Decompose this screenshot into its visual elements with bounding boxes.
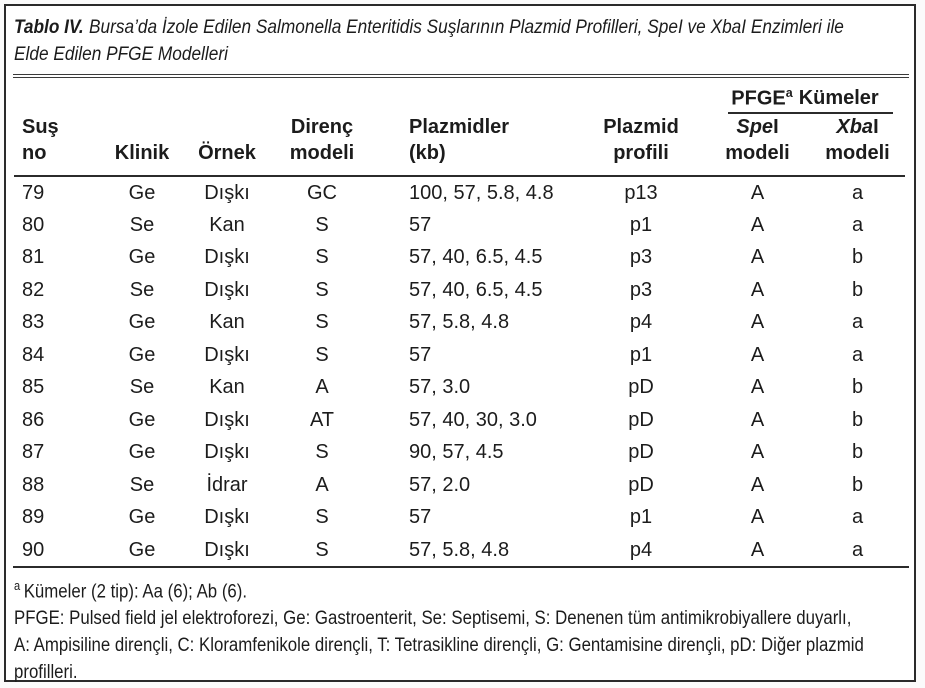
- xbai-roman: I: [873, 116, 879, 139]
- cell-plazmidler-kb: 57, 3.0: [409, 376, 471, 399]
- cell-xbai-modeli: a: [851, 506, 864, 529]
- footnote-abbrev-line-1: PFGE: Pulsed field jel elektroforezi, Ge: Gastroenterit, Se: Septisemi, S: Denenen tüm antimikrobiyallere duyarlı,: [14, 608, 852, 630]
- group-header-row: [14, 78, 905, 115]
- cell-xbai-modeli: a: [851, 213, 864, 236]
- footnotes: [13, 566, 909, 686]
- cell-plazmid-profili: p3: [629, 278, 653, 301]
- footnote-abbrev-line-2: A: Ampisiline dirençli, C: Kloramfenikole dirençli, T: Tetrasikline dirençli, G: Gentamisine dirençli, pD: Diğer plazmid: [14, 635, 864, 657]
- cell-direnc-modeli: S: [315, 278, 329, 301]
- cell-ornek: Dışkı: [204, 538, 250, 561]
- cell-plazmidler-kb: 57, 5.8, 4.8: [409, 311, 510, 334]
- cell-plazmidler-kb: 57, 40, 6.5, 4.5: [409, 246, 543, 269]
- table-row: [14, 176, 905, 209]
- cell-spei-modeli: A: [750, 343, 765, 366]
- cell-ornek: Kan: [209, 376, 245, 399]
- cell-ornek: Dışkı: [204, 506, 250, 529]
- column-header-row: [14, 114, 905, 176]
- col-header-spei-modeli: SpeI modeli: [705, 114, 810, 176]
- cell-sus-no: 81: [22, 246, 45, 269]
- cell-klinik: Ge: [128, 311, 156, 334]
- cell-xbai-modeli: a: [851, 181, 864, 204]
- table-row: [14, 371, 905, 404]
- cell-plazmid-profili: pD: [628, 408, 654, 431]
- cell-ornek: Dışkı: [204, 278, 250, 301]
- cell-spei-modeli: A: [750, 506, 765, 529]
- cell-plazmidler-kb: 57, 2.0: [409, 473, 471, 496]
- pfge-text: PFGE: [731, 87, 786, 110]
- cell-xbai-modeli: a: [851, 538, 864, 561]
- cell-klinik: Se: [129, 473, 155, 496]
- table-row: [14, 339, 905, 372]
- cell-klinik: Se: [129, 376, 155, 399]
- cell-direnc-modeli: S: [315, 246, 329, 269]
- cell-spei-modeli: A: [750, 376, 765, 399]
- cell-xbai-modeli: b: [851, 441, 864, 464]
- col-header-xbai-modeli: XbaI modeli: [810, 114, 905, 176]
- table-row: [14, 209, 905, 242]
- pfge-kumeler-group-header: [705, 78, 905, 115]
- cell-xbai-modeli: b: [851, 408, 864, 431]
- table-row: [14, 404, 905, 437]
- table-row: [14, 501, 905, 534]
- cell-sus-no: 79: [22, 181, 45, 204]
- cell-ornek: Dışkı: [204, 343, 250, 366]
- cell-spei-modeli: A: [750, 538, 765, 561]
- cell-klinik: Se: [129, 278, 155, 301]
- cell-ornek: Kan: [209, 213, 245, 236]
- cell-direnc-modeli: S: [315, 213, 329, 236]
- cell-plazmid-profili: pD: [628, 441, 654, 464]
- cell-sus-no: 89: [22, 506, 45, 529]
- cell-klinik: Ge: [128, 506, 156, 529]
- cell-sus-no: 88: [22, 473, 45, 496]
- cell-direnc-modeli: S: [315, 441, 329, 464]
- cell-sus-no: 82: [22, 278, 45, 301]
- cell-spei-modeli: A: [750, 408, 765, 431]
- cell-klinik: Ge: [128, 246, 156, 269]
- table-row: [14, 241, 905, 274]
- cell-sus-no: 85: [22, 376, 45, 399]
- cell-plazmid-profili: p13: [624, 181, 658, 204]
- cell-plazmid-profili: p1: [629, 343, 653, 366]
- cell-klinik: Ge: [128, 343, 156, 366]
- cell-spei-modeli: A: [750, 311, 765, 334]
- cell-klinik: Ge: [128, 441, 156, 464]
- cell-plazmid-profili: p4: [629, 538, 653, 561]
- table-number-label: Tablo IV.: [14, 16, 84, 38]
- cell-plazmidler-kb: 57: [409, 506, 432, 529]
- table-title: [6, 6, 914, 68]
- cell-direnc-modeli: A: [315, 376, 329, 399]
- footnote-abbrev-line-3: profilleri.: [14, 662, 78, 684]
- title-text-1: Bursa’da İzole Edilen Salmonella Enteritidis Suşlarının Plazmid Profilleri, SpeI ve XbaI Enzimleri ile: [89, 16, 844, 38]
- cell-direnc-modeli: S: [315, 538, 329, 561]
- cell-xbai-modeli: a: [851, 311, 864, 334]
- cell-spei-modeli: A: [750, 213, 765, 236]
- cell-plazmidler-kb: 57, 5.8, 4.8: [409, 538, 510, 561]
- cell-plazmidler-kb: 100, 57, 5.8, 4.8: [409, 181, 554, 204]
- cell-spei-modeli: A: [750, 278, 765, 301]
- pfge-kumeler-label: [705, 83, 905, 110]
- cell-direnc-modeli: AT: [309, 408, 335, 431]
- cell-plazmidler-kb: 90, 57, 4.5: [409, 441, 504, 464]
- col-header-plazmidler-kb: Plazmidler (kb): [372, 114, 577, 176]
- cell-sus-no: 83: [22, 311, 45, 334]
- cell-ornek: Dışkı: [204, 441, 250, 464]
- title-line-2: Elde Edilen PFGE Modelleri: [14, 43, 228, 65]
- cell-sus-no: 90: [22, 538, 45, 561]
- footnote-kumeler: $^a$ Kümeler (2 tip): Aa (6); Ab (6).: [14, 579, 248, 603]
- cell-plazmidler-kb: 57, 40, 6.5, 4.5: [409, 278, 543, 301]
- cell-sus-no: 86: [22, 408, 45, 431]
- spei-roman: I: [773, 116, 779, 139]
- col-header-klinik: Klinik: [102, 114, 182, 176]
- xbai-italic: Xba: [836, 116, 874, 139]
- cell-plazmid-profili: p4: [629, 311, 653, 334]
- cell-xbai-modeli: b: [851, 376, 864, 399]
- pfge-table: [14, 78, 905, 567]
- col-header-ornek: Örnek: [182, 114, 272, 176]
- cell-sus-no: 87: [22, 441, 45, 464]
- col-header-sus-no: Suş no: [14, 114, 102, 176]
- table-row: [14, 436, 905, 469]
- cell-plazmid-profili: p3: [629, 246, 653, 269]
- cell-spei-modeli: A: [750, 473, 765, 496]
- cell-plazmidler-kb: 57: [409, 343, 432, 366]
- cell-klinik: Ge: [128, 181, 156, 204]
- cell-plazmid-profili: pD: [628, 376, 654, 399]
- cell-plazmid-profili: p1: [629, 506, 653, 529]
- cell-ornek: Kan: [209, 311, 245, 334]
- table-header: [14, 78, 905, 177]
- cell-xbai-modeli: a: [851, 343, 864, 366]
- cell-xbai-modeli: b: [851, 246, 864, 269]
- table-row: [14, 274, 905, 307]
- table-row: [14, 534, 905, 567]
- table-body: [14, 176, 905, 566]
- cell-xbai-modeli: b: [851, 473, 864, 496]
- cell-ornek: İdrar: [206, 473, 248, 496]
- cell-direnc-modeli: A: [315, 473, 329, 496]
- cell-sus-no: 84: [22, 343, 45, 366]
- cell-ornek: Dışkı: [204, 181, 250, 204]
- table-row: [14, 306, 905, 339]
- group-header-spacer: [14, 78, 705, 115]
- spei-italic: Spe: [736, 116, 774, 139]
- cell-direnc-modeli: S: [315, 311, 329, 334]
- cell-direnc-modeli: GC: [307, 181, 337, 204]
- footnote-superscript-a: a: [14, 579, 21, 594]
- cell-plazmid-profili: p1: [629, 213, 653, 236]
- cell-plazmidler-kb: 57, 40, 30, 3.0: [409, 408, 537, 431]
- cell-spei-modeli: A: [750, 441, 765, 464]
- cell-ornek: Dışkı: [204, 408, 250, 431]
- pfge-superscript-a: a: [785, 85, 793, 100]
- cell-sus-no: 80: [22, 213, 45, 236]
- col-header-plazmid-profili: Plazmid profili: [577, 114, 705, 176]
- cell-xbai-modeli: b: [851, 278, 864, 301]
- cell-direnc-modeli: S: [315, 343, 329, 366]
- col-header-direnc-modeli: Direnç modeli: [272, 114, 372, 176]
- kumeler-text: Kümeler: [798, 87, 879, 110]
- cell-plazmidler-kb: 57: [409, 213, 432, 236]
- cell-ornek: Dışkı: [204, 246, 250, 269]
- cell-direnc-modeli: S: [315, 506, 329, 529]
- table-row: [14, 469, 905, 502]
- title-line-1: [14, 14, 844, 41]
- cell-klinik: Se: [129, 213, 155, 236]
- cell-plazmid-profili: pD: [628, 473, 654, 496]
- cell-spei-modeli: A: [750, 246, 765, 269]
- cell-klinik: Ge: [128, 538, 156, 561]
- table-iv-card: [4, 4, 916, 682]
- cell-spei-modeli: A: [750, 181, 765, 204]
- cell-klinik: Ge: [128, 408, 156, 431]
